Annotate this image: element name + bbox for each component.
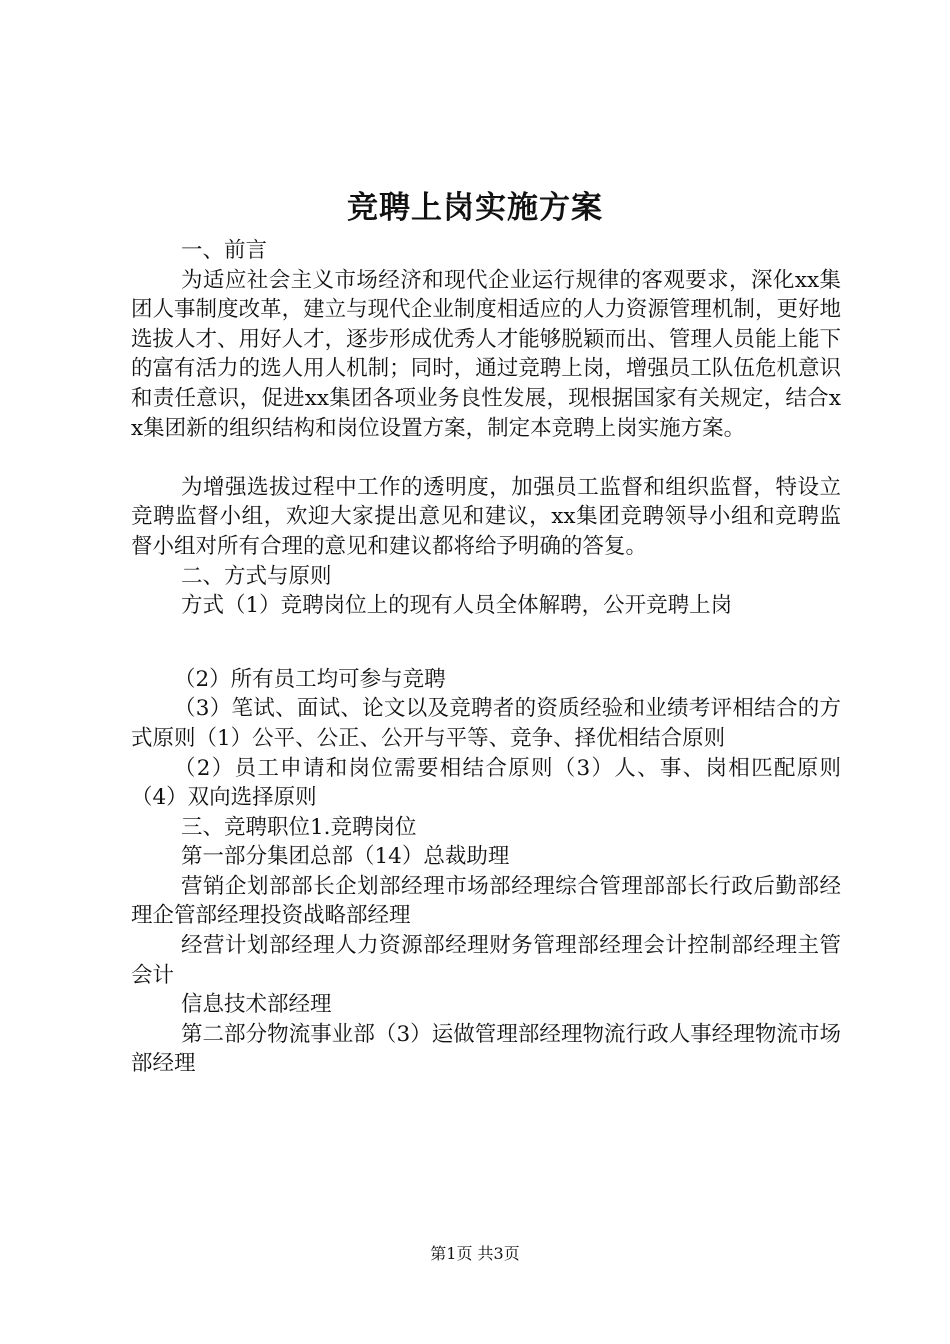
section-heading-methods: 二、方式与原则	[181, 563, 332, 589]
paragraph-part-1-list-b: 经营计划部经理人力资源部经理财务管理部经理会计控制部经理主管会计	[131, 933, 841, 988]
paragraph-part-1-list-c: 信息技术部经理	[181, 992, 332, 1018]
paragraph-spacer	[131, 443, 841, 473]
paragraph-supervision: 为增强选拔过程中工作的透明度，加强员工监督和组织监督，特设立竞聘监督小组，欢迎大家提出意见和建议，xx集团竞聘领导小组和竞聘监督小组对所有合理的意见和建议都将给予明确的答复。	[131, 474, 841, 559]
paragraph-spacer	[131, 621, 841, 665]
section-heading-positions: 三、竞聘职位1.竞聘岗位	[181, 814, 417, 840]
paragraph-purpose: 为适应社会主义市场经济和现代企业运行规律的客观要求，深化xx集团人事制度改革，建立与现代企业制度相适应的人力资源管理机制，更好地选拔人才、用好人才，逐步形成优秀人才能够脱颖而出、管理人员能上能下的富有活力的选人用人机制；同时，通过竞聘上岗，增强员工队伍危机意识和责任意识，促进xx集团各项业务良性发展，现根据国家有关规定，结合xx集团新的组织结构和岗位设置方案，制定本竞聘上岗实施方案。	[131, 267, 841, 441]
document-body	[131, 236, 841, 1079]
paragraph-principles: （2）员工申请和岗位需要相结合原则（3）人、事、岗相匹配原则（4）双向选择原则	[131, 755, 841, 811]
page-footer: 第1页 共3页	[430, 1244, 520, 1263]
paragraph-method-1: 方式（1）竞聘岗位上的现有人员全体解聘，公开竞聘上岗	[181, 593, 733, 619]
paragraph-method-3: （3）笔试、面试、论文以及竞聘者的资质经验和业绩考评相结合的方式原则（1）公平、公正、公开与平等、竞争、择优相结合原则	[131, 696, 841, 751]
paragraph-method-2: （2）所有员工均可参与竞聘	[174, 666, 446, 692]
paragraph-part-2: 第二部分物流事业部（3）运做管理部经理物流行政人事经理物流市场部经理	[131, 1021, 841, 1077]
page-title: 竞聘上岗实施方案	[347, 190, 603, 226]
paragraph-part-1-list-a: 营销企划部部长企划部经理市场部经理综合管理部部长行政后勤部经理企管部经理投资战略部经理	[131, 873, 841, 929]
section-heading-preface: 一、前言	[181, 238, 268, 263]
paragraph-part-1: 第一部分集团总部（14）总裁助理	[181, 844, 510, 870]
